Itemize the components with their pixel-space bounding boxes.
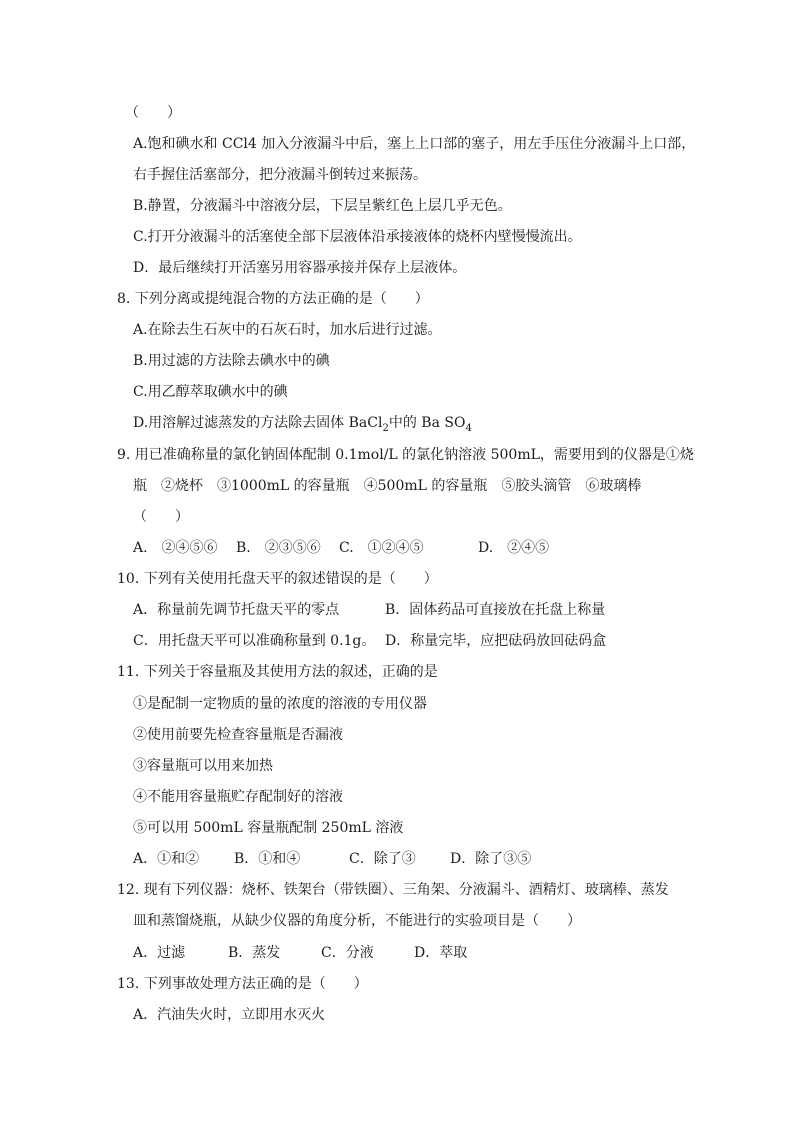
q12-option-b: B．蒸发 <box>228 945 281 961</box>
q11-option-d: D．除了③⑤ <box>450 851 532 867</box>
q8-option-d <box>133 413 472 433</box>
q11-option-b: B．①和④ <box>234 851 301 867</box>
q10-options-row2 <box>133 631 606 651</box>
q12-option-a: A．过滤 <box>133 945 186 961</box>
q10-option-b: B．固体药品可直接放在托盘上称量 <box>385 602 606 618</box>
q7-option-a-line1: A.饱和碘水和 CCl4 加入分液漏斗中后，塞上上口部的塞子，用左手压住分液漏斗上口部， <box>133 136 696 152</box>
q9-option-b: B. ②③⑤⑥ <box>236 540 321 556</box>
q8-option-c: C.用乙醇萃取碘水中的碘 <box>133 384 288 400</box>
q8-option-d-sub1: 2 <box>382 422 389 434</box>
q11-option-a: A．①和② <box>133 851 200 867</box>
q11-item-4: ④不能用容量瓶贮存配制好的溶液 <box>133 789 343 805</box>
q11-item-1: ①是配制一定物质的量的浓度的溶液的专用仪器 <box>133 696 427 712</box>
q7-stem-end: （ ） <box>125 105 181 121</box>
q12-stem-line2: 皿和蒸馏烧瓶，从缺少仪器的角度分析，不能进行的实验项目是（ ） <box>133 913 581 929</box>
q8-option-a: A.在除去生石灰中的石灰石时，加水后进行过滤。 <box>133 322 442 338</box>
q7-option-d: D．最后继续打开活塞另用容器承接并保存上层液体。 <box>133 260 467 276</box>
q7-option-a-line2: 右手握住活塞部分，把分液漏斗倒转过来振荡。 <box>133 167 427 183</box>
q10-option-c: C．用托盘天平可以准确称量到 0.1g。 <box>133 633 376 649</box>
q12-options <box>133 943 467 963</box>
q11-options <box>133 849 531 869</box>
q9-stem-line2: 瓶 ②烧杯 ③1000mL 的容量瓶 ④500mL 的容量瓶 ⑤胶头滴管 ⑥玻璃棒 <box>133 478 642 494</box>
q9-options <box>133 538 549 558</box>
q11-item-2: ②使用前要先检查容量瓶是否漏液 <box>133 727 343 743</box>
q12-option-d: D．萃取 <box>414 945 468 961</box>
q10-stem: 10. 下列有关使用托盘天平的叙述错误的是（ ） <box>117 571 438 587</box>
q8-option-d-text1: D.用溶解过滤蒸发的方法除去固体 BaCl <box>133 415 383 431</box>
q9-stem-line1: 9. 用已准确称量的氯化钠固体配制 0.1mol/L 的氯化钠溶液 500mL，需要用到的仪器是①烧 <box>117 447 694 463</box>
q9-option-d: D. ②④⑤ <box>478 540 550 556</box>
q9-option-a: A. ②④⑤⑥ <box>133 540 218 556</box>
q11-option-c: C．除了③ <box>349 851 416 867</box>
q8-option-b: B.用过滤的方法除去碘水中的碘 <box>133 353 330 369</box>
q9-stem-line3: （ ） <box>133 509 189 525</box>
q11-stem: 11. 下列关于容量瓶及其使用方法的叙述，正确的是 <box>117 664 438 680</box>
q8-option-d-sub2: 4 <box>465 422 472 434</box>
q11-item-5: ⑤可以用 500mL 容量瓶配制 250mL 溶液 <box>133 820 404 836</box>
q8-stem: 8. 下列分离或提纯混合物的方法正确的是（ ） <box>117 291 429 307</box>
q7-option-b: B.静置，分液漏斗中溶液分层，下层呈紫红色上层几乎无色。 <box>133 198 512 214</box>
q13-option-a: A．汽油失火时，立即用水灭火 <box>133 1007 326 1023</box>
q9-option-c: C. ①②④⑤ <box>339 540 424 556</box>
q7-option-c: C.打开分液漏斗的活塞使全部下层液体沿承接液体的烧杯内壁慢慢流出。 <box>133 229 582 245</box>
q10-option-d: D．称量完毕，应把砝码放回砝码盒 <box>385 633 607 649</box>
q10-options-row1 <box>133 600 605 620</box>
q12-stem-line1: 12. 现有下列仪器：烧杯、铁架台（带铁圈）、三角架、分液漏斗、酒精灯、玻璃棒、蒸发 <box>117 882 669 898</box>
q10-option-a: A．称量前先调节托盘天平的零点 <box>133 602 340 618</box>
q12-option-c: C．分液 <box>321 945 374 961</box>
q13-stem: 13. 下列事故处理方法正确的是（ ） <box>117 976 368 992</box>
q11-item-3: ③容量瓶可以用来加热 <box>133 758 273 774</box>
q8-option-d-text2: 中的 Ba SO <box>388 415 466 431</box>
